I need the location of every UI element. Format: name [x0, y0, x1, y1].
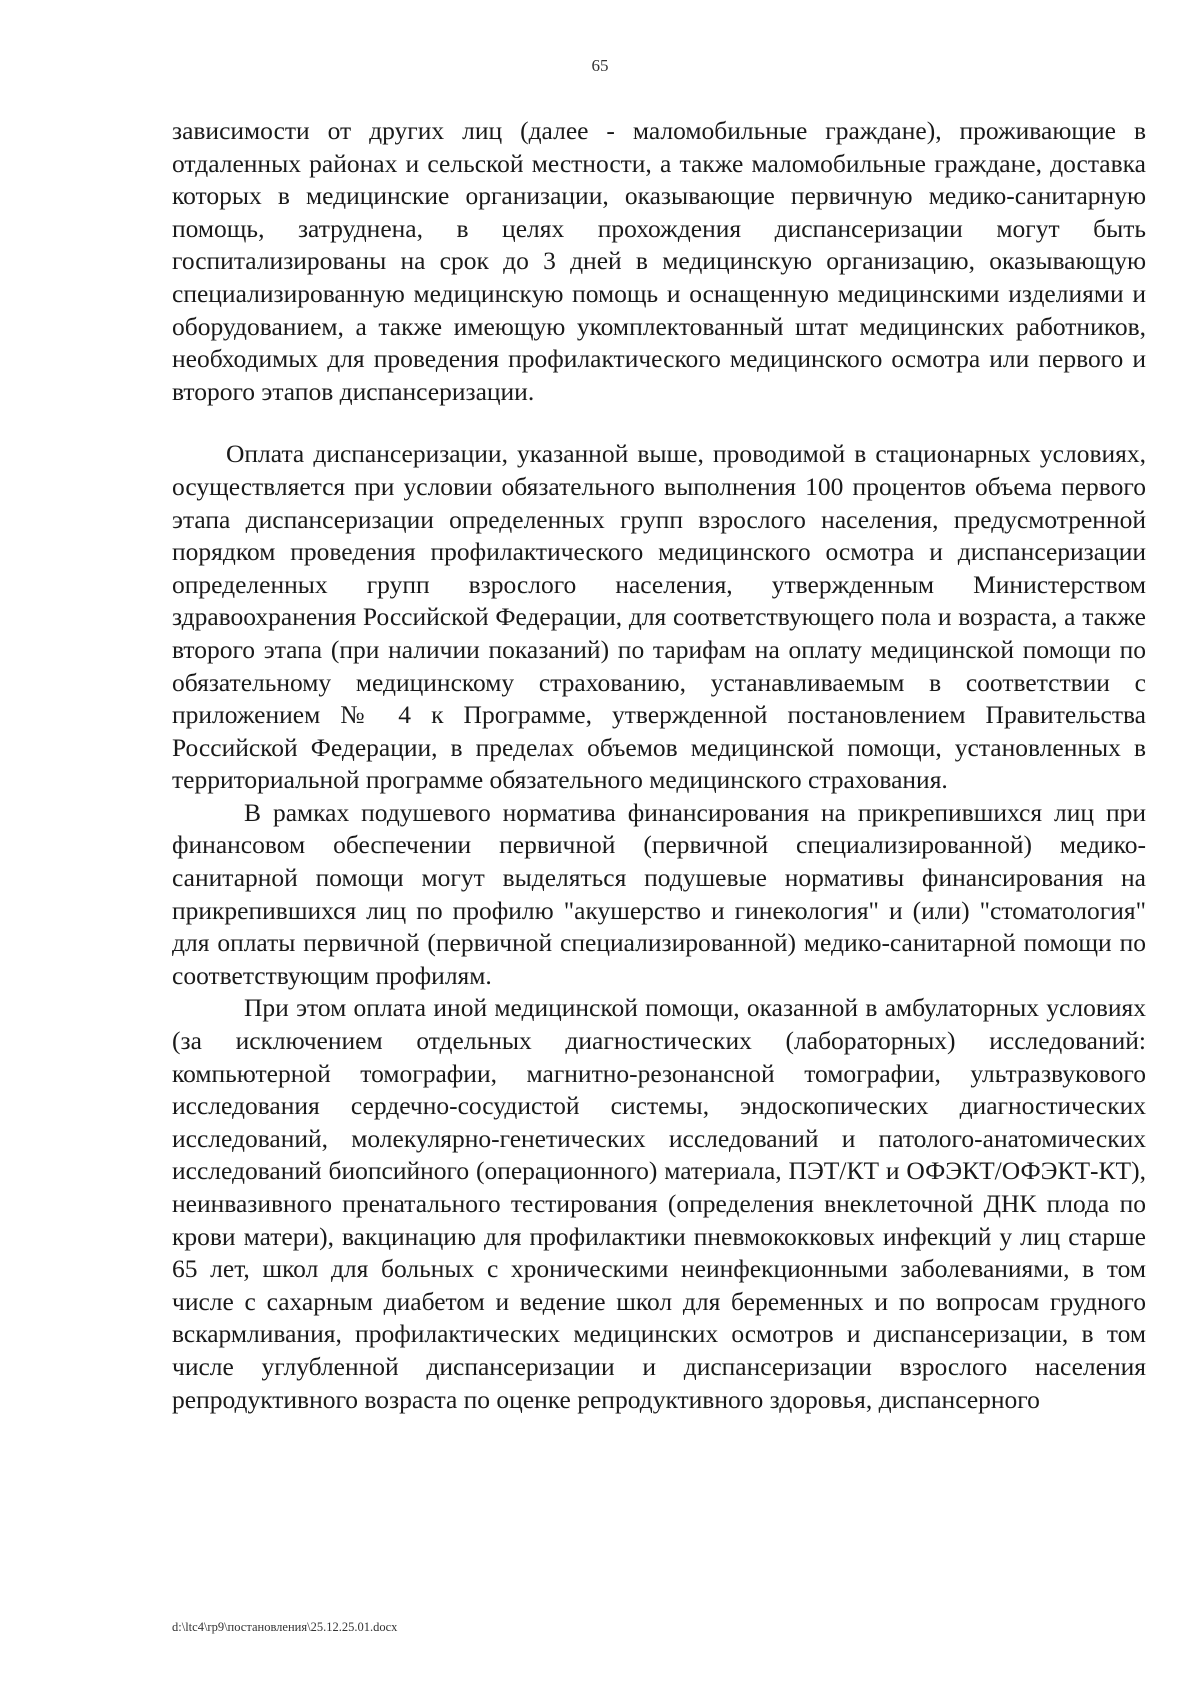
footer-file-path: d:\ltc4\rp9\постановления\25.12.25.01.docx — [172, 1620, 398, 1634]
document-body — [172, 115, 1146, 1416]
paragraph-per-capita: В рамках подушевого норматива финансирования на прикрепившихся лиц при финансовом обеспечении первичной (первичной специализированной) медико-санитарной помощи могут выделяться подушевые нормативы финансирования на прикрепившихся лиц по профилю "акушерство и гинекология" и (или) "стоматология" для оплаты первичной (первичной специализированной) медико-санитарной помощи по соответствующим профилям. — [172, 797, 1146, 990]
paragraph-payment: Оплата диспансеризации, указанной выше, проводимой в стационарных условиях, осуществляется при условии обязательного выполнения 100 процентов объема первого этапа диспансеризации определенных групп взрослого населения, предусмотренной порядком проведения профилактического медицинского осмотра и диспансеризации определенных групп взрослого населения, утвержденным Министерством здравоохранения Российской Федерации, для соответствующего пола и возраста, а также второго этапа (при наличии показаний) по тарифам на оплату медицинской помощи по обязательному медицинскому страхованию, устанавливаемым в соответствии с приложением № 4 к Программе, утвержденной постановлением Правительства Российской Федерации, в пределах объемов медицинской помощи, установленных в территориальной программе обязательного медицинского страхования. — [172, 439, 1146, 795]
paragraph-continuation: зависимости от других лиц (далее - маломобильные граждане), проживающие в отдаленных районах и сельской местности, а также маломобильные граждане, доставка которых в медицинские организации, оказывающие первичную медико-санитарную помощь, затруднена, в целях прохождения диспансеризации могут быть госпитализированы на срок до 3 дней в медицинскую организацию, оказывающую специализированную медицинскую помощь и оснащенную медицинскими изделиями и оборудованием, а также имеющую укомплектованный штат медицинских работников, необходимых для проведения профилактического медицинского осмотра или первого и второго этапов диспансеризации. — [172, 116, 1146, 406]
paragraph-other-care: При этом оплата иной медицинской помощи, оказанной в амбулаторных условиях (за исключением отдельных диагностических (лабораторных) исследований: компьютерной томографии, магнитно-резонансной томографии, ультразвукового исследования сердечно-сосудистой системы, эндоскопических диагностических исследований, молекулярно-генетических исследований и патолого-анатомических исследований биопсийного (операционного) материала, ПЭТ/КТ и ОФЭКТ/ОФЭКТ-КТ), неинвазивного пренатального тестирования (определения внеклеточной ДНК плода по крови матери), вакцинацию для профилактики пневмококковых инфекций у лиц старше 65 лет, школ для больных с хроническими неинфекционными заболеваниями, в том числе с сахарным диабетом и ведение школ для беременных и по вопросам грудного вскармливания, профилактических медицинских осмотров и диспансеризации, в том числе углубленной диспансеризации и диспансеризации взрослого населения репродуктивного возраста по оценке репродуктивного здоровья, диспансерного — [172, 993, 1146, 1414]
page-number: 65 — [591, 56, 609, 75]
